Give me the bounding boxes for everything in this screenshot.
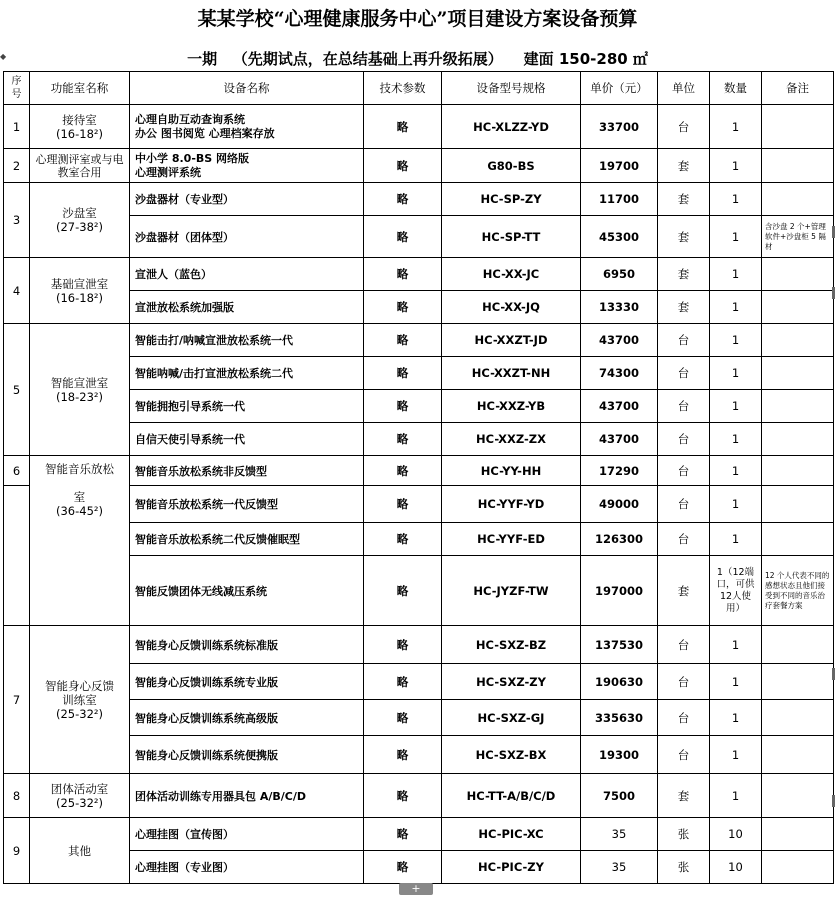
quantity: 1 bbox=[710, 324, 762, 357]
room-cell bbox=[30, 258, 130, 324]
room-area: (25-32²) bbox=[56, 706, 103, 721]
quantity: 1 bbox=[710, 258, 762, 291]
add-row-button[interactable] bbox=[399, 883, 433, 895]
quantity: 1 bbox=[710, 183, 762, 216]
row-seq: 5 bbox=[4, 324, 30, 456]
row-seq: 7 bbox=[4, 626, 30, 774]
table-row bbox=[4, 324, 834, 357]
header-device: 设备名称 bbox=[130, 72, 364, 105]
tech-param: 略 bbox=[364, 456, 442, 486]
tech-param: 略 bbox=[364, 390, 442, 423]
tech-param: 略 bbox=[364, 291, 442, 324]
document-subtitle: 一期 （先期试点，在总结基础上再升级拓展） 建面 150-280 ㎡ bbox=[187, 50, 648, 68]
device-name-line: 心理测评系统 bbox=[135, 165, 201, 179]
tech-param: 略 bbox=[364, 700, 442, 736]
quantity: 10 bbox=[710, 818, 762, 851]
device-name: 智能音乐放松系统非反馈型 bbox=[130, 456, 364, 486]
note bbox=[762, 149, 834, 183]
unit-price: 35 bbox=[581, 818, 658, 851]
unit: 台 bbox=[658, 664, 710, 700]
device-name: 智能击打/呐喊宣泄放松系统一代 bbox=[130, 324, 364, 357]
room-area: (18-23²) bbox=[56, 389, 103, 404]
tech-param: 略 bbox=[364, 105, 442, 149]
note: 含沙盘 2 个+管理软件+沙盘柜 5 隔材 bbox=[762, 216, 834, 258]
quantity: 1 bbox=[710, 486, 762, 523]
unit: 台 bbox=[658, 357, 710, 390]
unit-price: 19300 bbox=[581, 736, 658, 774]
quantity: 1 bbox=[710, 357, 762, 390]
model-spec: HC-SP-ZY bbox=[442, 183, 581, 216]
unit: 张 bbox=[658, 851, 710, 884]
note bbox=[762, 324, 834, 357]
tech-param: 略 bbox=[364, 774, 442, 818]
device-name: 智能身心反馈训练系统专业版 bbox=[130, 664, 364, 700]
note bbox=[762, 183, 834, 216]
note bbox=[762, 700, 834, 736]
note bbox=[762, 736, 834, 774]
quantity: 1 bbox=[710, 423, 762, 456]
row-seq: 8 bbox=[4, 774, 30, 818]
model-spec: HC-XXZT-NH bbox=[442, 357, 581, 390]
model-spec: G80-BS bbox=[442, 149, 581, 183]
unit: 台 bbox=[658, 486, 710, 523]
table-row bbox=[4, 626, 834, 664]
tech-param: 略 bbox=[364, 818, 442, 851]
unit-price: 35 bbox=[581, 851, 658, 884]
unit: 套 bbox=[658, 556, 710, 626]
unit: 张 bbox=[658, 818, 710, 851]
unit-price: 74300 bbox=[581, 357, 658, 390]
unit-price: 11700 bbox=[581, 183, 658, 216]
model-spec: HC-SXZ-ZY bbox=[442, 664, 581, 700]
note bbox=[762, 456, 834, 486]
device-name: 智能身心反馈训练系统标准版 bbox=[130, 626, 364, 664]
table-row bbox=[4, 456, 834, 486]
unit-price: 45300 bbox=[581, 216, 658, 258]
tech-param: 略 bbox=[364, 851, 442, 884]
unit: 台 bbox=[658, 626, 710, 664]
room-name: 心理测评室或与电教室合用 bbox=[30, 149, 130, 183]
unit-price: 49000 bbox=[581, 486, 658, 523]
quantity: 1 bbox=[710, 216, 762, 258]
budget-table bbox=[3, 71, 834, 884]
room-area: (16-18²) bbox=[56, 126, 103, 141]
unit-price: 33700 bbox=[581, 105, 658, 149]
device-name: 心理挂图（专业图） bbox=[130, 851, 364, 884]
quantity: 1 bbox=[710, 456, 762, 486]
quantity: 1 bbox=[710, 523, 762, 556]
unit: 台 bbox=[658, 324, 710, 357]
tech-param: 略 bbox=[364, 523, 442, 556]
unit-price: 126300 bbox=[581, 523, 658, 556]
unit-price: 17290 bbox=[581, 456, 658, 486]
quantity: 1 bbox=[710, 626, 762, 664]
note bbox=[762, 423, 834, 456]
unit: 套 bbox=[658, 183, 710, 216]
row-seq-empty bbox=[4, 486, 30, 626]
unit: 台 bbox=[658, 700, 710, 736]
quantity: 1 bbox=[710, 291, 762, 324]
quantity: 1 bbox=[710, 700, 762, 736]
room-cell bbox=[30, 626, 130, 774]
tech-param: 略 bbox=[364, 324, 442, 357]
note bbox=[762, 851, 834, 884]
unit: 台 bbox=[658, 390, 710, 423]
room-name: 接待室 bbox=[62, 112, 97, 127]
table-row bbox=[4, 105, 834, 149]
room-name: 团体活动室 bbox=[50, 781, 109, 796]
model-spec: HC-PIC-ZY bbox=[442, 851, 581, 884]
room-cell bbox=[30, 183, 130, 258]
note bbox=[762, 664, 834, 700]
document-title: 某某学校“心理健康服务中心”项目建设方案设备预算 bbox=[197, 8, 638, 30]
room-cell bbox=[30, 456, 130, 626]
model-spec: HC-XX-JC bbox=[442, 258, 581, 291]
unit-price: 197000 bbox=[581, 556, 658, 626]
tech-param: 略 bbox=[364, 626, 442, 664]
note bbox=[762, 258, 834, 291]
header-tech: 技术参数 bbox=[364, 72, 442, 105]
quantity: 1 bbox=[710, 149, 762, 183]
device-name: 智能音乐放松系统一代反馈型 bbox=[130, 486, 364, 523]
table-row bbox=[4, 258, 834, 291]
header-model: 设备型号规格 bbox=[442, 72, 581, 105]
table-header-row bbox=[4, 72, 834, 105]
unit-price: 13330 bbox=[581, 291, 658, 324]
row-seq: 6 bbox=[4, 456, 30, 486]
model-spec: HC-JYZF-TW bbox=[442, 556, 581, 626]
model-spec: HC-SXZ-GJ bbox=[442, 700, 581, 736]
unit-price: 6950 bbox=[581, 258, 658, 291]
header-price: 单价（元） bbox=[581, 72, 658, 105]
row-seq: 3 bbox=[4, 183, 30, 258]
model-spec: HC-XXZ-YB bbox=[442, 390, 581, 423]
tech-param: 略 bbox=[364, 486, 442, 523]
quantity: 1 bbox=[710, 664, 762, 700]
unit: 台 bbox=[658, 105, 710, 149]
device-name-line: 心理自助互动查询系统 bbox=[135, 112, 245, 126]
model-spec: HC-YYF-ED bbox=[442, 523, 581, 556]
tech-param: 略 bbox=[364, 216, 442, 258]
model-spec: HC-SXZ-BX bbox=[442, 736, 581, 774]
device-name: 宣泄人（蓝色） bbox=[130, 258, 364, 291]
unit-price: 43700 bbox=[581, 423, 658, 456]
device-name: 智能呐喊/击打宣泄放松系统二代 bbox=[130, 357, 364, 390]
room-name: 基础宣泄室 bbox=[50, 276, 109, 291]
plus-icon: + bbox=[411, 882, 421, 895]
room-name: 智能音乐放松 bbox=[45, 462, 114, 476]
tech-param: 略 bbox=[364, 736, 442, 774]
quantity: 1（12端口，可供12人使用） bbox=[710, 556, 762, 626]
unit-price: 137530 bbox=[581, 626, 658, 664]
model-spec: HC-XXZ-ZX bbox=[442, 423, 581, 456]
model-spec: HC-TT-A/B/C/D bbox=[442, 774, 581, 818]
unit: 台 bbox=[658, 523, 710, 556]
quantity: 1 bbox=[710, 105, 762, 149]
model-spec: HC-XX-JQ bbox=[442, 291, 581, 324]
device-name: 宣泄放松系统加强版 bbox=[130, 291, 364, 324]
device-name-line: 办公 图书阅览 心理档案存放 bbox=[135, 126, 275, 140]
unit: 套 bbox=[658, 216, 710, 258]
device-name: 智能身心反馈训练系统便携版 bbox=[130, 736, 364, 774]
quantity: 1 bbox=[710, 390, 762, 423]
quantity: 1 bbox=[710, 736, 762, 774]
note bbox=[762, 774, 834, 818]
header-unit: 单位 bbox=[658, 72, 710, 105]
room-name: 智能身心反馈训练室 bbox=[45, 678, 114, 707]
device-name: 智能音乐放松系统二代反馈催眠型 bbox=[130, 523, 364, 556]
room-area: (25-32²) bbox=[56, 795, 103, 810]
room-name: 室 bbox=[73, 490, 86, 504]
quantity: 1 bbox=[710, 774, 762, 818]
model-spec: HC-XLZZ-YD bbox=[442, 105, 581, 149]
room-area: (16-18²) bbox=[56, 290, 103, 305]
unit-price: 43700 bbox=[581, 390, 658, 423]
note bbox=[762, 105, 834, 149]
note: 12 个人代表不同的感想状态且他们接受到不同的音乐治疗套餐方案 bbox=[762, 556, 834, 626]
note bbox=[762, 291, 834, 324]
table-row bbox=[4, 183, 834, 216]
unit-price: 335630 bbox=[581, 700, 658, 736]
row-seq: 9 bbox=[4, 818, 30, 884]
device-name: 沙盘器材（专业型） bbox=[130, 183, 364, 216]
tech-param: 略 bbox=[364, 149, 442, 183]
unit-price: 190630 bbox=[581, 664, 658, 700]
header-room: 功能室名称 bbox=[30, 72, 130, 105]
room-name: 其他 bbox=[30, 818, 130, 884]
room-area: (27-38²) bbox=[56, 220, 103, 234]
unit-price: 19700 bbox=[581, 149, 658, 183]
device-name: 智能身心反馈训练系统高级版 bbox=[130, 700, 364, 736]
unit-price: 7500 bbox=[581, 774, 658, 818]
unit: 套 bbox=[658, 149, 710, 183]
room-cell bbox=[30, 105, 130, 149]
device-name: 智能反馈团体无线减压系统 bbox=[130, 556, 364, 626]
note bbox=[762, 818, 834, 851]
room-area: (36-45²) bbox=[56, 504, 103, 518]
device-name: 智能拥抱引导系统一代 bbox=[130, 390, 364, 423]
unit-price: 43700 bbox=[581, 324, 658, 357]
room-name: 沙盘室 bbox=[62, 206, 97, 220]
room-cell bbox=[30, 324, 130, 456]
table-row bbox=[4, 818, 834, 851]
device-name: 心理挂图（宣传图） bbox=[130, 818, 364, 851]
unit: 台 bbox=[658, 423, 710, 456]
row-seq: 4 bbox=[4, 258, 30, 324]
note bbox=[762, 523, 834, 556]
unit: 台 bbox=[658, 456, 710, 486]
header-seq: 序号 bbox=[4, 72, 30, 105]
tech-param: 略 bbox=[364, 357, 442, 390]
room-cell bbox=[30, 774, 130, 818]
tech-param: 略 bbox=[364, 183, 442, 216]
model-spec: HC-YY-HH bbox=[442, 456, 581, 486]
tech-param: 略 bbox=[364, 664, 442, 700]
device-name-line: 中小学 8.0-BS 网络版 bbox=[135, 151, 250, 165]
header-qty: 数量 bbox=[710, 72, 762, 105]
note bbox=[762, 486, 834, 523]
tech-param: 略 bbox=[364, 556, 442, 626]
device-name bbox=[130, 149, 364, 183]
unit: 套 bbox=[658, 774, 710, 818]
tech-param: 略 bbox=[364, 423, 442, 456]
tech-param: 略 bbox=[364, 258, 442, 291]
row-seq: 1 bbox=[4, 105, 30, 149]
model-spec: HC-SP-TT bbox=[442, 216, 581, 258]
unit: 台 bbox=[658, 736, 710, 774]
table-row bbox=[4, 774, 834, 818]
row-seq: 2 bbox=[4, 149, 30, 183]
table-move-handle[interactable]: ◆ bbox=[0, 52, 7, 61]
model-spec: HC-XXZT-JD bbox=[442, 324, 581, 357]
device-name: 自信天使引导系统一代 bbox=[130, 423, 364, 456]
unit: 套 bbox=[658, 258, 710, 291]
table-row bbox=[4, 149, 834, 183]
unit: 套 bbox=[658, 291, 710, 324]
device-name: 团体活动训练专用器具包 A/B/C/D bbox=[130, 774, 364, 818]
note bbox=[762, 357, 834, 390]
quantity: 10 bbox=[710, 851, 762, 884]
model-spec: HC-PIC-XC bbox=[442, 818, 581, 851]
room-name: 智能宣泄室 bbox=[50, 375, 109, 390]
device-name: 沙盘器材（团体型） bbox=[130, 216, 364, 258]
device-name bbox=[130, 105, 364, 149]
note bbox=[762, 390, 834, 423]
model-spec: HC-YYF-YD bbox=[442, 486, 581, 523]
header-note: 备注 bbox=[762, 72, 834, 105]
note bbox=[762, 626, 834, 664]
model-spec: HC-SXZ-BZ bbox=[442, 626, 581, 664]
